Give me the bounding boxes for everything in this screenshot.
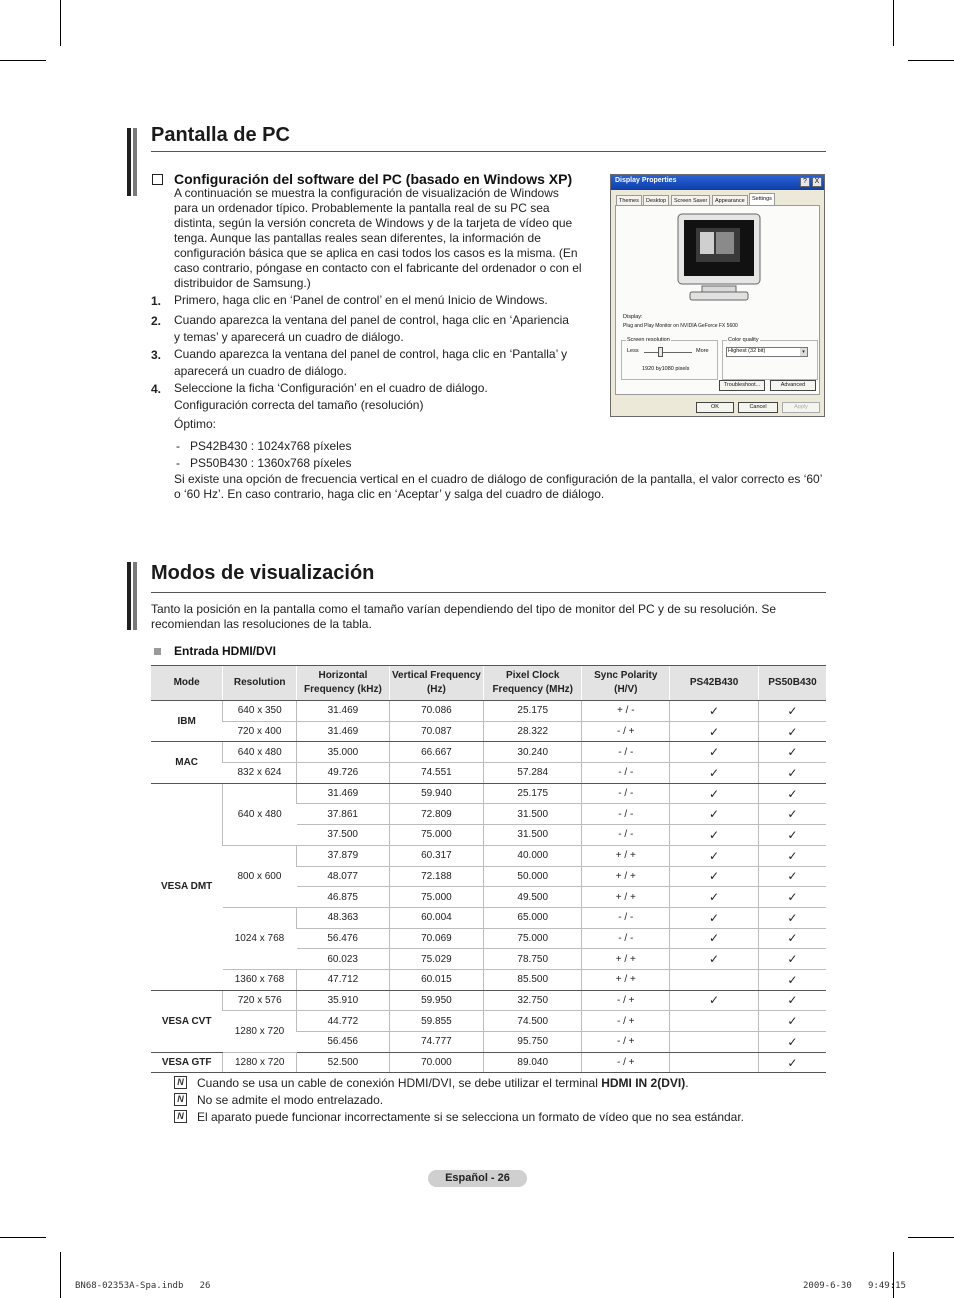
pixel-clock-cell: 74.500 bbox=[484, 1011, 582, 1032]
header-horizontal: Horizontal Frequency (kHz) bbox=[297, 666, 390, 701]
horizontal-freq-cell: 47.712 bbox=[297, 969, 390, 990]
crop-mark bbox=[60, 1252, 61, 1298]
vertical-freq-cell: 70.086 bbox=[389, 701, 483, 722]
ps42-support-cell: ✓ bbox=[670, 825, 759, 846]
ps50-support-cell: ✓ bbox=[758, 804, 826, 825]
ps42-support-cell: ✓ bbox=[670, 701, 759, 722]
troubleshoot-button: Troubleshoot... bbox=[719, 380, 765, 391]
ps42-support-cell: ✓ bbox=[670, 721, 759, 742]
monitor-image bbox=[664, 212, 774, 312]
section-marker bbox=[133, 128, 137, 196]
header-vertical: Vertical Frequency (Hz) bbox=[389, 666, 483, 701]
ps50-support-cell: ✓ bbox=[758, 928, 826, 949]
square-bullet-icon bbox=[154, 648, 161, 655]
sync-polarity-cell: - / - bbox=[582, 907, 670, 928]
ps42-support-cell: ✓ bbox=[670, 866, 759, 887]
crop-mark bbox=[0, 1237, 46, 1238]
horizontal-freq-cell: 31.469 bbox=[297, 721, 390, 742]
pixel-clock-cell: 25.175 bbox=[484, 701, 582, 722]
ps50-support-cell: ✓ bbox=[758, 887, 826, 908]
sync-polarity-cell: - / + bbox=[582, 990, 670, 1011]
ps50-support-cell: ✓ bbox=[758, 763, 826, 784]
pixel-clock-cell: 75.000 bbox=[484, 928, 582, 949]
note-text-suffix: . bbox=[685, 1076, 689, 1090]
ps42-support-cell: ✓ bbox=[670, 783, 759, 804]
horizontal-freq-cell: 49.726 bbox=[297, 763, 390, 784]
horizontal-freq-cell: 48.077 bbox=[297, 866, 390, 887]
resolution-cell: 1360 x 768 bbox=[223, 969, 297, 990]
ps42-support-cell bbox=[670, 969, 759, 990]
horizontal-freq-cell: 31.469 bbox=[297, 783, 390, 804]
section-rule bbox=[151, 592, 826, 593]
sync-polarity-cell: - / - bbox=[582, 763, 670, 784]
section-marker bbox=[127, 128, 131, 196]
cancel-button: Cancel bbox=[738, 402, 778, 413]
horizontal-freq-cell: 48.363 bbox=[297, 907, 390, 928]
screen-resolution-group bbox=[621, 340, 718, 380]
display-value: Plug and Play Monitor on NVIDIA GeForce FX 5600 bbox=[623, 323, 738, 329]
header-pixel-clock: Pixel Clock Frequency (MHz) bbox=[484, 666, 582, 701]
tab-screen-saver: Screen Saver bbox=[671, 195, 710, 205]
color-quality-value: Highest (32 bit) bbox=[728, 348, 766, 354]
pixel-clock-cell: 85.500 bbox=[484, 969, 582, 990]
intro-paragraph: A continuación se muestra la configuración de visualización de Windows para un ordenador típico. Probablemente la pantalla real de su PC sea distinta, según la versión concreta de Windows y de la tarjeta de vídeo que tenga. Aunque las pantallas reales sean diferentes, la información de configuración básica que se aplica en casi todos los casos es la misma. (En caso contrario, póngase en contacto con el fabricante del ordenador o con el distribuidor de Samsung.) bbox=[174, 186, 582, 290]
sync-polarity-cell: - / + bbox=[582, 1052, 670, 1073]
table-row bbox=[151, 721, 826, 742]
vertical-freq-cell: 60.015 bbox=[389, 969, 483, 990]
ps42-support-cell: ✓ bbox=[670, 949, 759, 970]
resolution-cell: 720 x 576 bbox=[223, 990, 297, 1011]
header-resolution: Resolution bbox=[223, 666, 297, 701]
crop-mark bbox=[893, 1252, 894, 1298]
input-label: Entrada HDMI/DVI bbox=[174, 644, 277, 658]
resolution-cell: 640 x 480 bbox=[223, 783, 297, 845]
display-label: Display: bbox=[623, 314, 643, 320]
frequency-note: Si existe una opción de frecuencia vertical en el cuadro de diálogo de configuración de la pantalla, el valor correcto es ‘60’ o ‘60 Hz’. En caso contrario, haga clic en ‘Aceptar’ y salga del cuadro de diálogo. bbox=[174, 472, 822, 501]
pixel-clock-cell: 31.500 bbox=[484, 825, 582, 846]
print-timestamp: 2009-6-30 9:49:15 bbox=[803, 1281, 906, 1291]
subheading: Configuración del software del PC (basado en Windows XP) bbox=[174, 171, 573, 187]
pixel-clock-cell: 78.750 bbox=[484, 949, 582, 970]
step-text: Seleccione la ficha ‘Configuración’ en el cuadro de diálogo. bbox=[174, 381, 488, 395]
resolution-cell: 832 x 624 bbox=[223, 763, 297, 784]
step-text: Cuando aparezca la ventana del panel de control, haga clic en ‘Apariencia y temas’ y aparecerá un cuadro de diálogo. bbox=[174, 313, 569, 344]
note-text: El aparato puede funcionar incorrectamente si se selecciona un formato de vídeo que no sea estándar. bbox=[197, 1110, 745, 1124]
apply-button: Apply bbox=[782, 402, 820, 413]
header-sync: Sync Polarity (H/V) bbox=[582, 666, 670, 701]
resolution-cell: 640 x 350 bbox=[223, 701, 297, 722]
horizontal-freq-cell: 44.772 bbox=[297, 1011, 390, 1032]
pixel-clock-cell: 31.500 bbox=[484, 804, 582, 825]
crop-mark bbox=[0, 60, 46, 61]
vertical-freq-cell: 59.940 bbox=[389, 783, 483, 804]
mode-cell: IBM bbox=[151, 701, 223, 742]
less-label: Less bbox=[627, 348, 639, 354]
sync-polarity-cell: - / + bbox=[582, 1032, 670, 1053]
resolution-cell: 1280 x 720 bbox=[223, 1011, 297, 1052]
advanced-button: Advanced bbox=[770, 380, 816, 391]
display-properties-screenshot bbox=[610, 174, 825, 417]
sync-polarity-cell: + / + bbox=[582, 969, 670, 990]
ps50-support-cell: ✓ bbox=[758, 949, 826, 970]
horizontal-freq-cell: 35.000 bbox=[297, 742, 390, 763]
vertical-freq-cell: 70.000 bbox=[389, 1052, 483, 1073]
pixel-clock-cell: 50.000 bbox=[484, 866, 582, 887]
vertical-freq-cell: 60.317 bbox=[389, 845, 483, 866]
ps42-support-cell: ✓ bbox=[670, 928, 759, 949]
note-text-prefix: Cuando se usa un cable de conexión HDMI/DVI, se debe utilizar el terminal bbox=[197, 1076, 602, 1090]
chevron-down-icon: ▾ bbox=[800, 348, 807, 356]
page-number: Español - 26 bbox=[428, 1170, 527, 1187]
sync-polarity-cell: + / + bbox=[582, 866, 670, 887]
resolution-slider bbox=[644, 352, 692, 353]
step-number: 4. bbox=[151, 382, 162, 396]
resolution-cell: 800 x 600 bbox=[223, 845, 297, 907]
horizontal-freq-cell: 46.875 bbox=[297, 887, 390, 908]
optimal-item: - PS42B430 : 1024x768 píxeles bbox=[176, 439, 352, 453]
sync-polarity-cell: + / - bbox=[582, 701, 670, 722]
vertical-freq-cell: 75.000 bbox=[389, 887, 483, 908]
dialog-title: Display Properties bbox=[615, 177, 677, 184]
vertical-freq-cell: 59.950 bbox=[389, 990, 483, 1011]
ps50-support-cell: ✓ bbox=[758, 742, 826, 763]
section-rule bbox=[151, 151, 826, 152]
sync-polarity-cell: - / - bbox=[582, 825, 670, 846]
section-title: Modos de visualización bbox=[151, 562, 375, 584]
ps50-support-cell: ✓ bbox=[758, 721, 826, 742]
vertical-freq-cell: 60.004 bbox=[389, 907, 483, 928]
sync-polarity-cell: + / + bbox=[582, 887, 670, 908]
ps50-support-cell: ✓ bbox=[758, 825, 826, 846]
optimal-item: - PS50B430 : 1360x768 píxeles bbox=[176, 456, 352, 470]
pixel-clock-cell: 32.750 bbox=[484, 990, 582, 1011]
crop-mark bbox=[893, 0, 894, 46]
ps42-support-cell: ✓ bbox=[670, 742, 759, 763]
pixel-clock-cell: 49.500 bbox=[484, 887, 582, 908]
step-text: Cuando aparezca la ventana del panel de control, haga clic en ‘Pantalla’ y aparecerá un cuadro de diálogo. bbox=[174, 347, 568, 378]
pixel-clock-cell: 25.175 bbox=[484, 783, 582, 804]
ps42-support-cell: ✓ bbox=[670, 763, 759, 784]
header-ps42: PS42B430 bbox=[670, 666, 759, 701]
tab-settings: Settings bbox=[749, 193, 775, 205]
tab-desktop: Desktop bbox=[643, 195, 669, 205]
checkbox-bullet-icon bbox=[152, 174, 163, 185]
crop-mark bbox=[60, 0, 61, 46]
table-row bbox=[151, 1052, 826, 1073]
color-quality-group bbox=[722, 340, 818, 380]
table-row bbox=[151, 701, 826, 722]
note-text bbox=[197, 1076, 689, 1090]
table-row bbox=[151, 763, 826, 784]
pixel-clock-cell: 28.322 bbox=[484, 721, 582, 742]
sync-polarity-cell: - / - bbox=[582, 783, 670, 804]
screen-resolution-label: Screen resolution bbox=[627, 337, 670, 343]
sync-polarity-cell: - / - bbox=[582, 804, 670, 825]
ps50-support-cell: ✓ bbox=[758, 1052, 826, 1073]
horizontal-freq-cell: 56.456 bbox=[297, 1032, 390, 1053]
ps42-support-cell bbox=[670, 1011, 759, 1032]
horizontal-freq-cell: 31.469 bbox=[297, 701, 390, 722]
vertical-freq-cell: 72.809 bbox=[389, 804, 483, 825]
note-icon: N bbox=[174, 1076, 187, 1089]
header-ps50: PS50B430 bbox=[758, 666, 826, 701]
horizontal-freq-cell: 37.861 bbox=[297, 804, 390, 825]
horizontal-freq-cell: 60.023 bbox=[297, 949, 390, 970]
table-row bbox=[151, 783, 826, 804]
ps42-support-cell bbox=[670, 1032, 759, 1053]
section-marker bbox=[133, 562, 137, 630]
pixel-clock-cell: 40.000 bbox=[484, 845, 582, 866]
pixel-clock-cell: 65.000 bbox=[484, 907, 582, 928]
header-mode: Mode bbox=[151, 666, 223, 701]
vertical-freq-cell: 72.188 bbox=[389, 866, 483, 887]
help-icon: ? bbox=[800, 177, 810, 187]
dialog-panel bbox=[615, 205, 820, 395]
step-text: Primero, haga clic en ‘Panel de control’ en el menú Inicio de Windows. bbox=[174, 293, 548, 307]
ok-button: OK bbox=[696, 402, 734, 413]
sync-polarity-cell: - / + bbox=[582, 721, 670, 742]
tab-themes: Themes bbox=[616, 195, 642, 205]
tab-appearance: Appearance bbox=[712, 195, 748, 205]
step-number: 3. bbox=[151, 348, 162, 362]
vertical-freq-cell: 74.551 bbox=[389, 763, 483, 784]
print-file-info: BN68-02353A-Spa.indb 26 bbox=[75, 1281, 211, 1291]
horizontal-freq-cell: 37.879 bbox=[297, 845, 390, 866]
section-marker bbox=[127, 562, 131, 630]
ps50-support-cell: ✓ bbox=[758, 907, 826, 928]
pixel-clock-cell: 95.750 bbox=[484, 1032, 582, 1053]
table-row bbox=[151, 742, 826, 763]
ps50-support-cell: ✓ bbox=[758, 990, 826, 1011]
pixel-clock-cell: 57.284 bbox=[484, 763, 582, 784]
horizontal-freq-cell: 35.910 bbox=[297, 990, 390, 1011]
ps42-support-cell bbox=[670, 1052, 759, 1073]
ps50-support-cell: ✓ bbox=[758, 866, 826, 887]
step-number: 1. bbox=[151, 294, 162, 308]
horizontal-freq-cell: 56.476 bbox=[297, 928, 390, 949]
horizontal-freq-cell: 52.500 bbox=[297, 1052, 390, 1073]
ps50-support-cell: ✓ bbox=[758, 1032, 826, 1053]
horizontal-freq-cell: 37.500 bbox=[297, 825, 390, 846]
vertical-freq-cell: 70.069 bbox=[389, 928, 483, 949]
ps50-support-cell: ✓ bbox=[758, 783, 826, 804]
vertical-freq-cell: 66.667 bbox=[389, 742, 483, 763]
vertical-freq-cell: 75.029 bbox=[389, 949, 483, 970]
resolution-label: Configuración correcta del tamaño (resolución) bbox=[174, 398, 424, 412]
resolution-cell: 640 x 480 bbox=[223, 742, 297, 763]
optimal-label: Óptimo: bbox=[174, 417, 217, 431]
note-icon: N bbox=[174, 1110, 187, 1123]
table-row bbox=[151, 1011, 826, 1032]
close-icon: X bbox=[812, 177, 822, 187]
table-row bbox=[151, 845, 826, 866]
sync-polarity-cell: + / + bbox=[582, 845, 670, 866]
resolution-cell: 1280 x 720 bbox=[223, 1052, 297, 1073]
sync-polarity-cell: + / + bbox=[582, 949, 670, 970]
ps42-support-cell: ✓ bbox=[670, 845, 759, 866]
mode-cell: VESA DMT bbox=[151, 783, 223, 990]
vertical-freq-cell: 70.087 bbox=[389, 721, 483, 742]
note-text: No se admite el modo entrelazado. bbox=[197, 1093, 384, 1107]
ps50-support-cell: ✓ bbox=[758, 845, 826, 866]
note-terminal: HDMI IN 2(DVI) bbox=[601, 1076, 686, 1090]
step-number: 2. bbox=[151, 314, 162, 328]
mode-cell: MAC bbox=[151, 742, 223, 783]
slider-thumb bbox=[658, 347, 663, 357]
pixel-clock-cell: 89.040 bbox=[484, 1052, 582, 1073]
ps50-support-cell: ✓ bbox=[758, 969, 826, 990]
table-row bbox=[151, 907, 826, 928]
vertical-freq-cell: 59.855 bbox=[389, 1011, 483, 1032]
modes-intro: Tanto la posición en la pantalla como el tamaño varían dependiendo del tipo de monitor del PC y de su resolución. Se recomiendan las resoluciones de la tabla. bbox=[151, 602, 777, 631]
resolution-cell: 1024 x 768 bbox=[223, 907, 297, 969]
ps42-support-cell: ✓ bbox=[670, 887, 759, 908]
color-quality-label: Color quality bbox=[728, 337, 759, 343]
crop-mark bbox=[908, 60, 954, 61]
ps42-support-cell: ✓ bbox=[670, 907, 759, 928]
table-header-row bbox=[151, 666, 826, 701]
table-row bbox=[151, 990, 826, 1011]
mode-cell: VESA GTF bbox=[151, 1052, 223, 1073]
resolution-value: 1920 by1080 pixels bbox=[642, 366, 690, 372]
sync-polarity-cell: - / - bbox=[582, 928, 670, 949]
note-icon: N bbox=[174, 1093, 187, 1106]
display-modes-table bbox=[151, 665, 826, 1073]
ps50-support-cell: ✓ bbox=[758, 701, 826, 722]
ps50-support-cell: ✓ bbox=[758, 1011, 826, 1032]
table-row bbox=[151, 969, 826, 990]
vertical-freq-cell: 74.777 bbox=[389, 1032, 483, 1053]
ps42-support-cell: ✓ bbox=[670, 990, 759, 1011]
section-title: Pantalla de PC bbox=[151, 124, 290, 146]
vertical-freq-cell: 75.000 bbox=[389, 825, 483, 846]
more-label: More bbox=[696, 348, 709, 354]
resolution-cell: 720 x 400 bbox=[223, 721, 297, 742]
mode-cell: VESA CVT bbox=[151, 990, 223, 1052]
crop-mark bbox=[908, 1237, 954, 1238]
sync-polarity-cell: - / + bbox=[582, 1011, 670, 1032]
sync-polarity-cell: - / - bbox=[582, 742, 670, 763]
ps42-support-cell: ✓ bbox=[670, 804, 759, 825]
pixel-clock-cell: 30.240 bbox=[484, 742, 582, 763]
